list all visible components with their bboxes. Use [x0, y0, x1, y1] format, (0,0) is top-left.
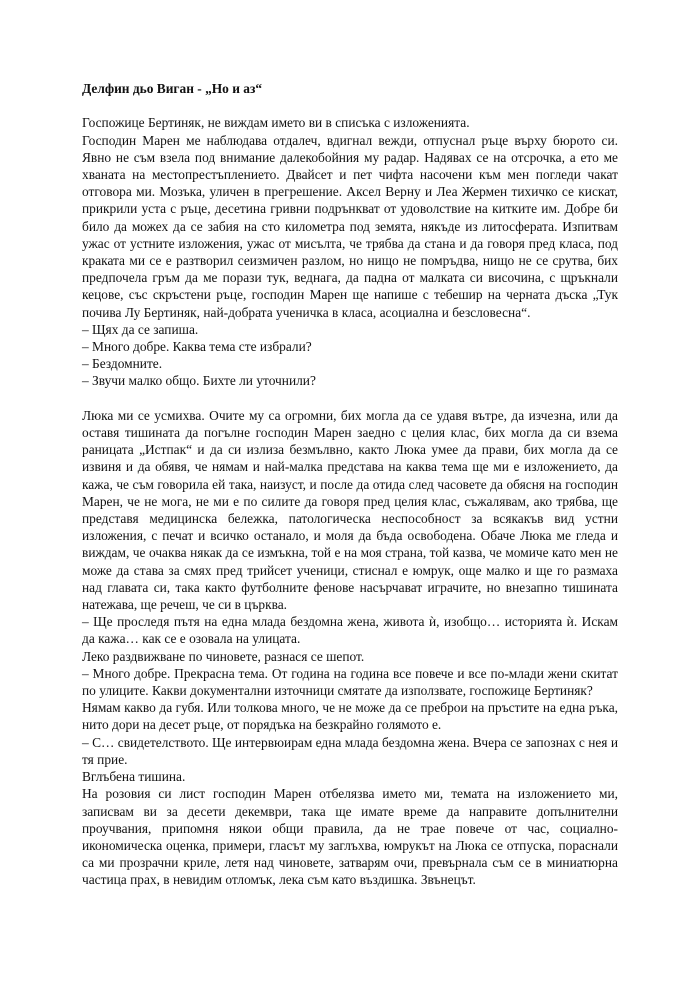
dialogue-line-5: – Ще проследя пътя на една млада бездомна жена, живота ѝ, изобщо… историята ѝ. Искам да кажа… как се е озовала на улицата. [82, 614, 618, 647]
dialogue-line-3: – Бездомните. [82, 356, 163, 372]
dialogue-line-6: – Много добре. Прекрасна тема. От година на година все повече и все по-млади жени скитат по улиците. Какви документални източници смятате да използвате, госпожице Бертиняк? [82, 665, 618, 699]
paragraph-gap [82, 390, 618, 407]
document-body [82, 80, 618, 889]
paragraph-7: На розовия си лист господин Марен отбелязва името ми, темата на изложението ми, записвам ви за десети декември, така ще имате време да направите допълнителни проучвания, припомня някои общи правила, да не трае повече от час, социално-икономическа оценка, примери, гласът му заглъхва, юмрукът на Люка се отпуска, пораснали са ми прозрачни криле, летя над чиновете, затварям очи, превърнала съм се в миниатюрна частица прах, в невидим отломък, лека съм като въздишка. Звънецът. [82, 786, 618, 888]
dialogue-line-1: – Щях да се запиша. [82, 321, 199, 337]
paragraph-1: Госпожице Бертиняк, не виждам името ви в списъка с изложенията. [82, 115, 470, 131]
paragraph-3: Люка ми се усмихва. Очите му са огромни, бих могла да се удавя вътре, да изчезна, или да оставя тишината да погълне господин Марен заедно с целия клас, бих могла да си взема раницата „Истпак“ и да си излиза безмълвно, както Люка умее да прави, бих могла да се извиня и да обявя, че нямам и най-малка представа на каква тема ще ми е изложението, да кажа, че съм говорила ей така, наизуст, и после да отида след часовете да обясня на господин Марен, че не мога, не ми е по силите да говоря пред целия клас, съжалявам, ако трябва, ще представя медицинска бележка, патологическа неспособност за всякакъв вид устни изложения, с печат и всичко останало, и моля да бъда освободена. Обаче Люка ме гледа и виждам, че очаква някак да се измъкна, той е на моя страна, той казва, че момиче като мен не може да става за смях пред трийсет ученици, стиснал е юмрук, още малко и ще го размаха над главата си, така както футболните фенове насърчават играчите, но внезапно тишината натежава, ще речеш, че си в църква. [82, 407, 618, 613]
paragraph-5: Нямам какво да губя. Или толкова много, че не може да се преброи на пръстите на една ръка, нито дори на десет ръце, от порядъка на безкрайно голямото е. [82, 700, 618, 733]
paragraph-4: Леко раздвижване по чиновете, разнася се шепот. [82, 648, 365, 664]
paragraph-6: Вглъбена тишина. [82, 769, 186, 785]
dialogue-line-7: – С… свидетелството. Ще интервюирам една млада бездомна жена. Вчера се запознах с нея и тя прие. [82, 734, 618, 767]
dialogue-line-4: – Звучи малко общо. Бихте ли уточнили? [82, 373, 316, 389]
document-title: Делфин дьо Виган - „Но и аз“ [82, 81, 263, 96]
paragraph-2: Господин Марен ме наблюдава отдалеч, вдигнал вежди, отпуснал ръце върху бюрото си. Явно не съм взела под внимание далекобойния му радар. Надявах се на отсрочка, а ето ме хваната на местопрестъплението. Двайсет и пет чифта насочени към мен погледи чакат отговора ми. Мозъка, уличен в прегрешение. Аксел Верну и Леа Жермен тихичко се кискат, прикрили уста с ръце, десетина гривни подрънкват от удоволствие на китките им. Добре би било да можех да се забия на сто километра под земята, някъде из литосферата. Изпитвам ужас от устните изложения, ужас от мисълта, че трябва да стана и да говоря пред класа, под краката ми се е разтворил сеизмичен разлом, но нищо не помръдва, нищо не се срутва, бих предпочела гръм да ме порази тук, веднага, да падна от малката си височина, с щръкнали кецове, със скръстени ръце, господин Марен ще напише с тебешир на черната дъска „Тук почива Лу Бертиняк, най-добрата ученичка в класа, асоциална и безсловесна“. [82, 132, 618, 320]
dialogue-line-2: – Много добре. Каква тема сте избрали? [82, 339, 312, 355]
